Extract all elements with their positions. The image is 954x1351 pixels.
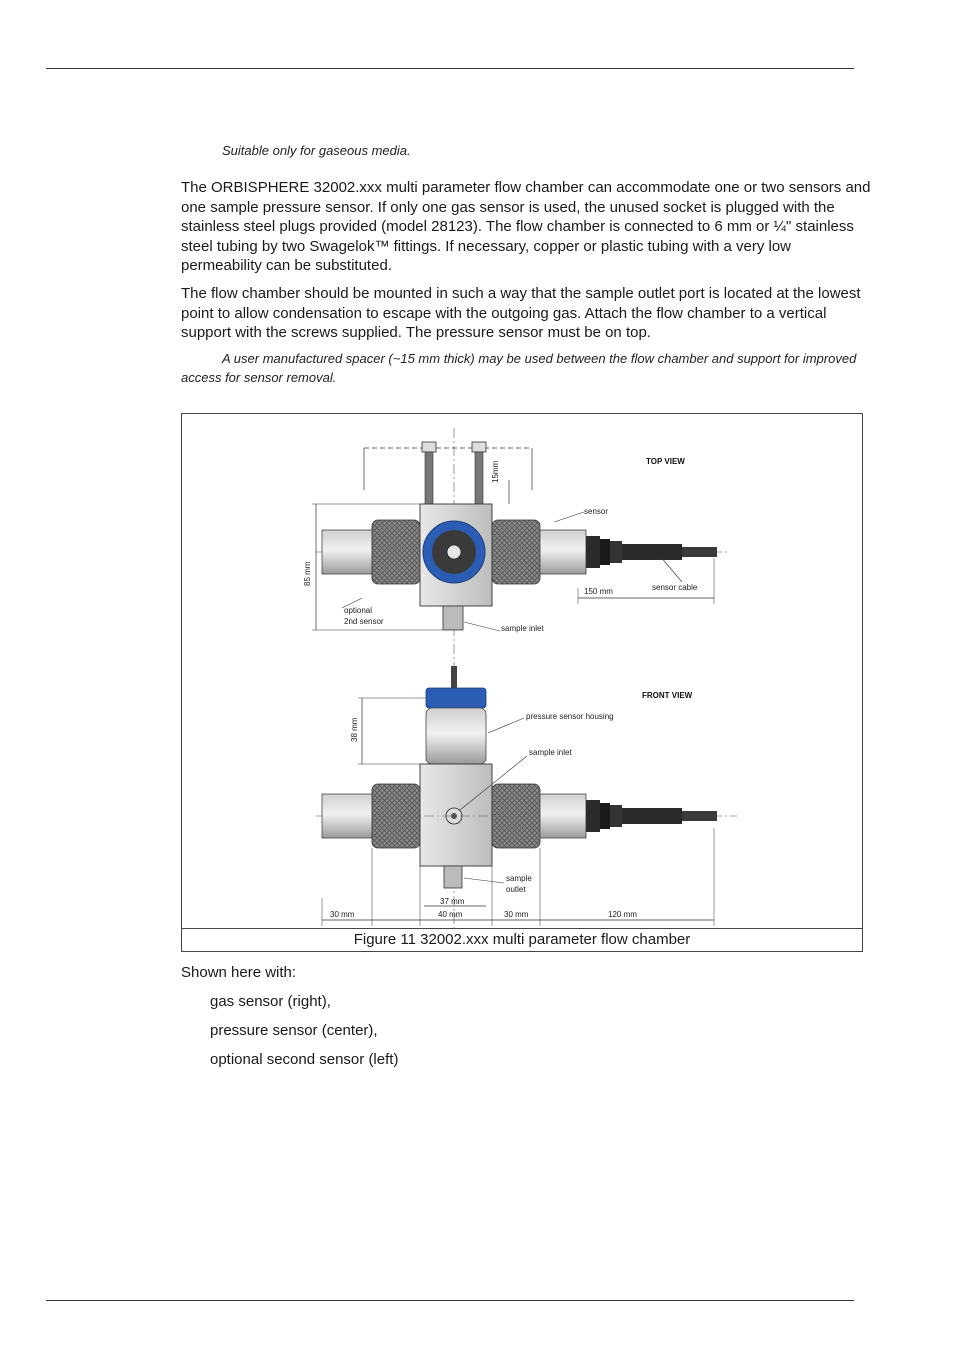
dim-30a-label: 30 mm [330, 910, 355, 919]
dim-38-label: 38 mm [350, 717, 359, 742]
sample-inlet-front-label: sample inlet [529, 748, 572, 757]
note-gaseous: Suitable only for gaseous media. [222, 143, 411, 158]
paragraph-description: The ORBISPHERE 32002.xxx multi parameter flow chamber can accommodate one or two sensors and one sample pressure sensor. If only one gas sensor is used, the unused socket is plugged with the stainless steel plugs provided (model 28123). The flow chamber is connected to 6 mm or ¼" stainless steel tubing by two Swagelok™ fittings. If necessary, copper or plastic tubing with a very low permeability can be substituted. [181, 179, 871, 274]
list-item: gas sensor (right), [210, 993, 331, 1010]
figure-box [181, 413, 863, 952]
dim-37-label: 37 mm [440, 897, 465, 906]
pressure-housing-label: pressure sensor housing [526, 712, 614, 721]
header-rule [46, 68, 854, 69]
flow-chamber-drawing [302, 428, 747, 928]
note-spacer: A user manufactured spacer (~15 mm thick) may be used between the flow chamber and support for improved access for sensor removal. [181, 351, 857, 385]
sample-inlet-top-label: sample inlet [501, 624, 544, 633]
dim-85-label: 85 mm [303, 561, 312, 586]
sensor-label: sensor [584, 507, 609, 516]
figure-caption: Figure 11 32002.xxx multi parameter flow chamber [182, 928, 862, 953]
top-view-label: TOP VIEW [646, 457, 685, 466]
optional-label: optional [344, 606, 373, 615]
dim-30b-label: 30 mm [504, 910, 529, 919]
sample-label: sample [506, 874, 532, 883]
sensor-cable-label: sensor cable [652, 583, 698, 592]
list-item: pressure sensor (center), [210, 1022, 378, 1039]
front-view-label: FRONT VIEW [642, 691, 693, 700]
shown-heading: Shown here with: [181, 964, 297, 981]
list-item: optional second sensor (left) [210, 1051, 399, 1068]
dim-120-label: 120 mm [608, 910, 637, 919]
dim-150-label: 150 mm [584, 587, 613, 596]
outlet-label: outlet [506, 885, 526, 894]
footer-rule [46, 1300, 854, 1301]
second-sensor-label: 2nd sensor [344, 617, 384, 626]
paragraph-mounting: The flow chamber should be mounted in such a way that the sample outlet port is located at the lowest point to allow condensation to escape with the outgoing gas. Attach the flow chamber to a vertical support with the screws supplied. The pressure sensor must be on top. [181, 285, 861, 341]
dim-40-label: 40 mm [438, 910, 463, 919]
dim-15-label: 15mm [491, 460, 500, 483]
